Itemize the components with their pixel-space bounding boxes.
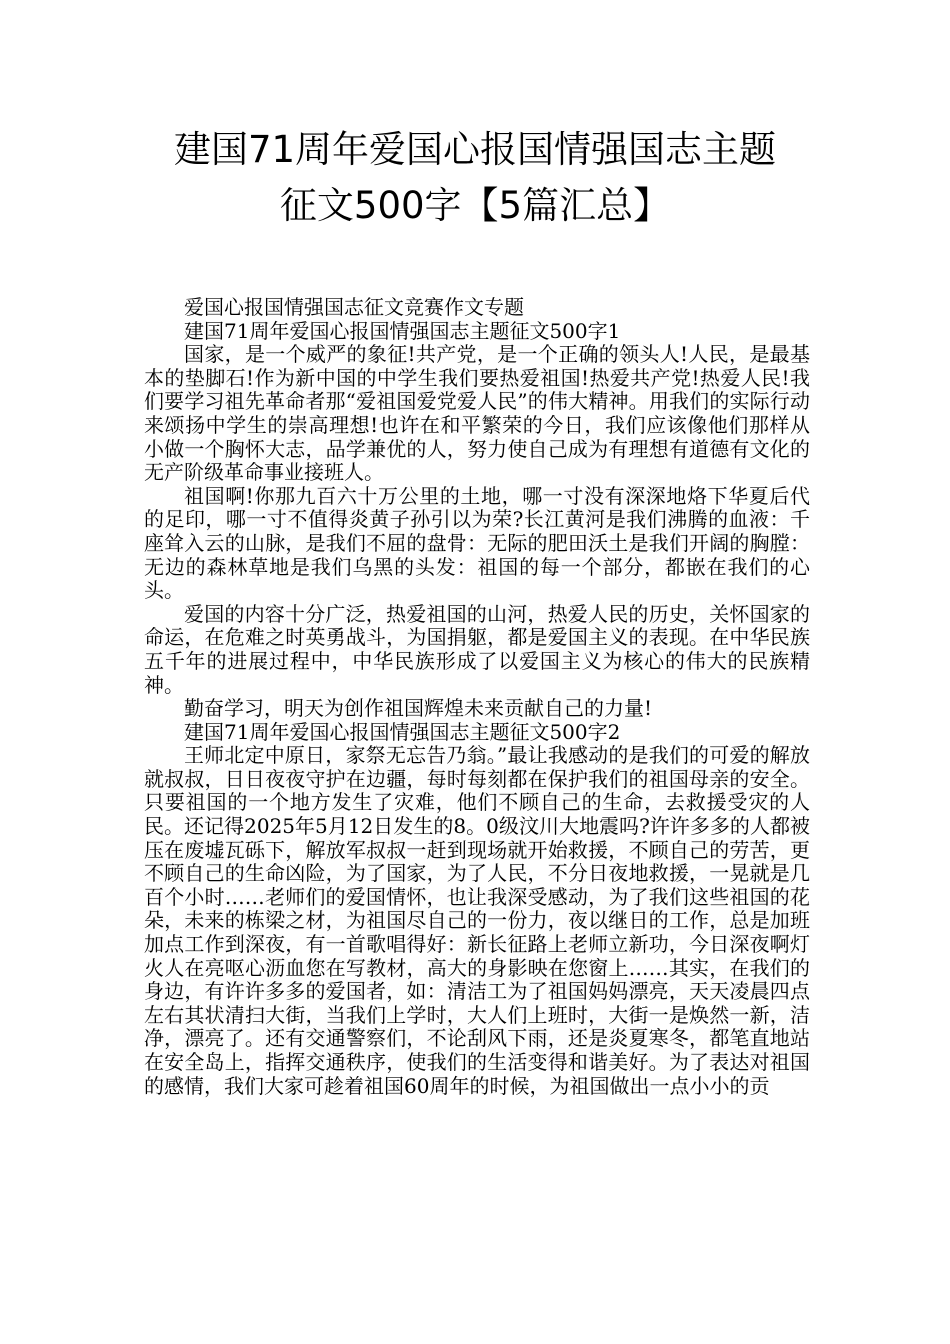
document-title	[0, 122, 950, 234]
title-line-2: 征文500字【5篇汇总】	[279, 184, 671, 227]
body-paragraph: 祖国啊!你那九百六十万公里的土地，哪一寸没有深深地烙下华夏后代的足印，哪一寸不值得炎黄子孙引以为荣?长江黄河是我们沸腾的血液：千座耸入云的山脉，是我们不屈的盘骨：无际的肥田沃土是我们开阔的胸膛：无边的森林草地是我们乌黑的头发：祖国的每一个部分，都嵌在我们的心头。	[144, 483, 810, 603]
topic-line: 爱国心报国情强国志征文竞赛作文专题	[184, 295, 524, 319]
title-line-1: 建国71周年爱国心报国情强国志主题	[173, 128, 777, 171]
essay-2-heading: 建国71周年爱国心报国情强国志主题征文500字2	[184, 719, 621, 744]
body-paragraph: 勤奋学习，明天为创作祖国辉煌未来贡献自己的力量!	[184, 696, 653, 721]
body-paragraph: 爱国的内容十分广泛，热爱祖国的山河，热爱人民的历史，关怀国家的命运，在危难之时英勇战斗，为国捐躯，都是爱国主义的表现。在中华民族五千年的进展过程中，中华民族形成了以爱国主义为核心的伟大的民族精神。	[144, 601, 810, 697]
document-body	[144, 296, 810, 1098]
body-paragraph: 国家，是一个威严的象征!共产党，是一个正确的领头人!人民，是最基本的垫脚石!作为新中国的中学生我们要热爱祖国!热爱共产党!热爱人民!我们要学习祖先革命者那“爱祖国爱党爱人民”的伟大精神。用我们的实际行动来颂扬中学生的崇高理想!也许在和平繁荣的今日，我们应该像他们那样从小做一个胸怀大志，品学兼优的人，努力使自己成为有理想有道德有文化的无产阶级革命事业接班人。	[144, 342, 810, 485]
essay-1-heading: 建国71周年爱国心报国情强国志主题征文500字1	[184, 318, 621, 343]
body-paragraph: 王师北定中原日，家祭无忘告乃翁。”最让我感动的是我们的可爱的解放就叔叔，日日夜夜守护在边疆，每时每刻都在保护我们的祖国母亲的安全。只要祖国的一个地方发生了灾难，他们不顾自己的生命，去救援受灾的人民。还记得2025年5月12日发生的8。0级汶川大地震吗?许许多多的人都被压在废墟瓦砾下，解放军叔叔一赶到现场就开始救援，不顾自己的劳苦，更不顾自己的生命凶险，为了国家，为了人民，不分日夜地救援，一晃就是几百个小时……老师们的爱国情怀，也让我深受感动，为了我们这些祖国的花朵，未来的栋梁之材，为祖国尽自己的一份力，夜以继日的工作，总是加班加点工作到深夜，有一首歌唱得好：新长征路上老师立新功，今日深夜啊灯火人在亮呕心沥血您在写教材，高大的身影映在您窗上……其实，在我们的身边，有许许多多的爱国者，如：清洁工为了祖国妈妈漂亮，天天凌晨四点左右其状清扫大街，当我们上学时，大人们上班时，大街一是焕然一新，洁净，漂亮了。还有交通警察们，不论刮风下雨，还是炎夏寒冬，都笔直地站在安全岛上，指挥交通秩序，使我们的生活变得和谐美好。为了表达对祖国的感情，我们大家可趁着祖国60周年的时候，为祖国做出一点小小的贡	[144, 743, 810, 1098]
